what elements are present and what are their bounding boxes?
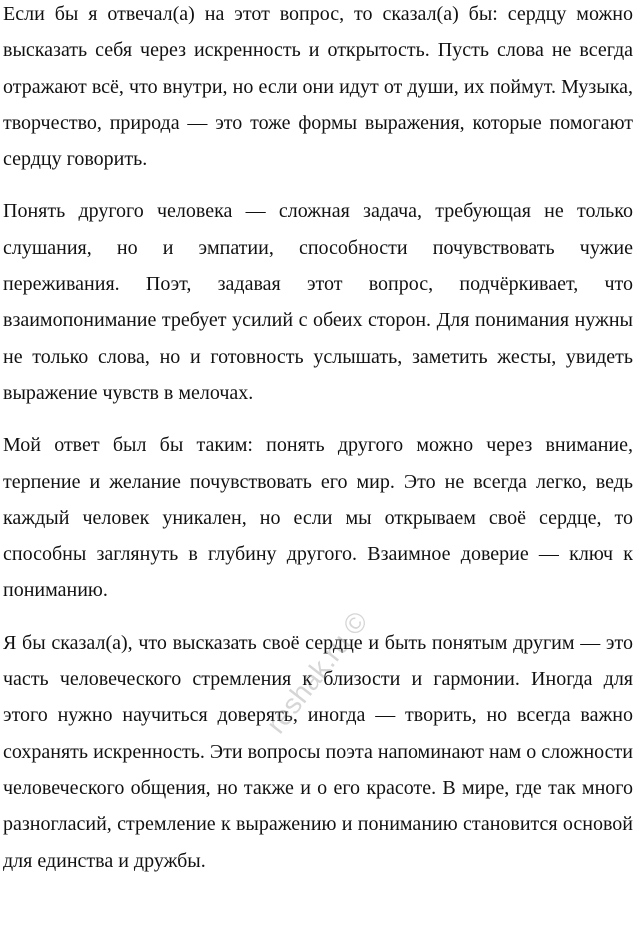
- paragraph-4: Я бы сказал(а), что высказать своё сердце и быть понятым другим — это часть человеческого стремления к близости и гармонии. Иногда для этого нужно научиться доверять, иногда — творить, но всегда важно сохранять искренность. Эти вопросы поэта напоминают нам о сложности человеческого общения, но также и о его красоте. В мире, где так много разногласий, стремление к выражению и пониманию становится основой для единства и дружбы.: [3, 631, 633, 872]
- watermark: reshak.ru ©: [260, 605, 374, 740]
- paragraph-2: Понять другого человека — сложная задача, требующая не только слушания, но и эмпатии, способности почувствовать чужие переживания. Поэт, задавая этот вопрос, подчёркивает, что взаимопонимание требует усилий с обеих сторон. Для понимания нужны не только слова, но и готовность услышать, заметить жесты, увидеть выражение чувств в мелочах.: [3, 200, 633, 404]
- paragraph-3: Мой ответ был бы таким: понять другого можно через внимание, терпение и желание почувствовать его мир. Это не всегда легко, ведь каждый человек уникален, но если мы открываем своё сердце, то способны заглянуть в глубину другого. Взаимное доверие — ключ к пониманию.: [3, 434, 633, 602]
- paragraph-1: Если бы я отвечал(а) на этот вопрос, то сказал(а) бы: сердцу можно высказать себя через искренность и открытость. Пусть слова не всегда отражают всё, что внутри, но если они идут от души, их поймут. Музыка, творчество, природа — это тоже формы выражения, которые помогают сердцу говорить.: [3, 3, 633, 171]
